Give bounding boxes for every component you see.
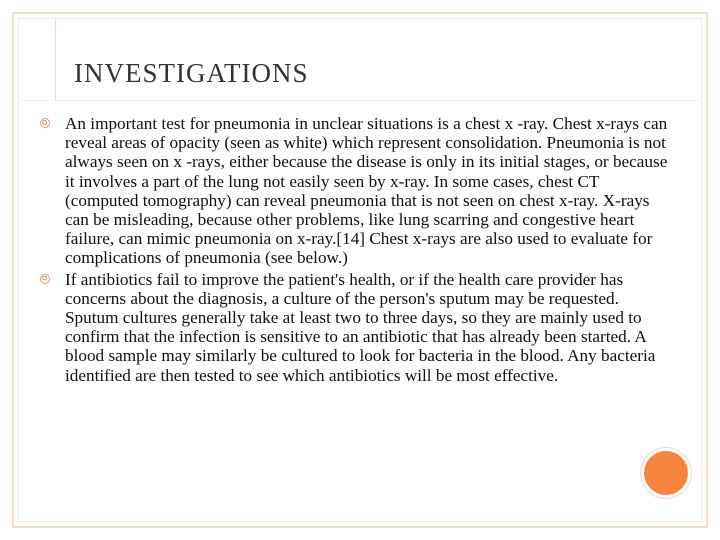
slide-content xyxy=(40,114,676,387)
bullet-text: An important test for pneumonia in unclear situations is a chest x -ray. Chest x-rays can reveal areas of opacity (seen as white) which represent consolidation. Pneumonia is not always seen on x -rays, either because the disease is only in its initial stages, or because it involves a part of the lung not easily seen by x-ray. In some cases, chest CT (computed tomography) can reveal pneumonia that is not seen on chest x-ray. X-rays can be misleading, because other problems, like lung scarring and congestive heart failure, can mimic pneumonia on x-ray.[14] Chest x-rays are also used to evaluate for complications of pneumonia (see below.) xyxy=(65,114,668,268)
title-divider-horizontal xyxy=(18,100,702,101)
slide-title: INVESTIGATIONS xyxy=(74,58,309,88)
decorative-orange-circle xyxy=(641,448,691,498)
bullet-ring-icon xyxy=(40,274,50,284)
bullet-item xyxy=(40,114,676,268)
title-divider-vertical xyxy=(55,20,56,100)
bullet-text: If antibiotics fail to improve the patient's health, or if the health care provider has concerns about the diagnosis, a culture of the person's sputum may be requested. Sputum cultures generally take at least two to three days, so they are mainly used to confirm that the infection is sensitive to an antibiotic that has already been started. A blood sample may similarly be cultured to look for bacteria in the blood. Any bacteria identified are then tested to see which antibiotics will be most effective. xyxy=(65,269,656,385)
bullet-ring-icon xyxy=(40,118,50,128)
bullet-item xyxy=(40,270,676,385)
